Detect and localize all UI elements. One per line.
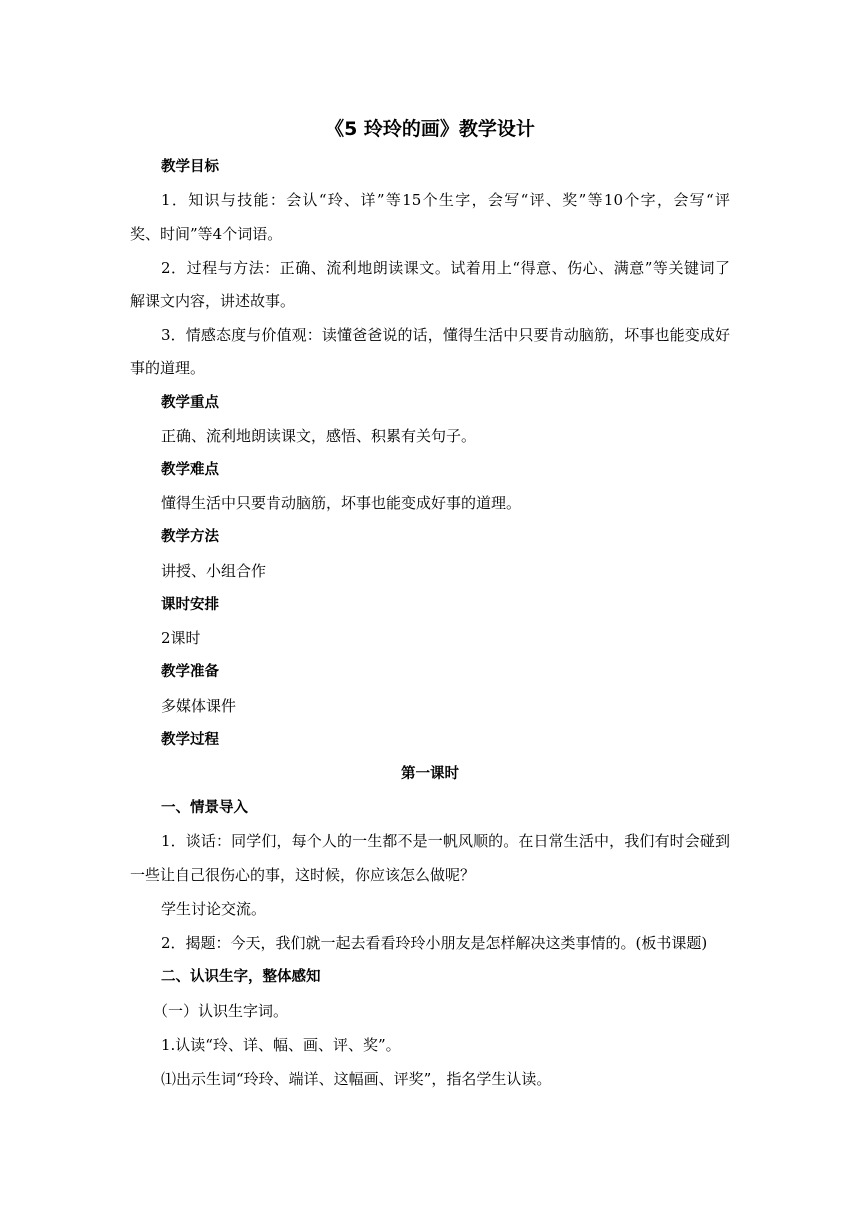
document-title: 《5 玲玲的画》教学设计 <box>325 118 535 140</box>
schedule-heading: 课时安排 <box>161 597 219 613</box>
lesson-1-heading: 第一课时 <box>401 766 459 782</box>
difficulty-heading: 教学难点 <box>161 462 219 478</box>
schedule-text: 2课时 <box>161 629 201 647</box>
part-1-heading: 一、情景导入 <box>161 800 248 816</box>
goal-1-line-2: 奖、时间”等4个词语。 <box>130 225 283 243</box>
goal-3-line-1: 3．情感态度与价值观：读懂爸爸说的话，懂得生活中只要肯动脑筋，坏事也能变成好 <box>161 326 730 344</box>
method-heading: 教学方法 <box>161 529 219 545</box>
goal-1-line-1: 1．知识与技能：会认“玲、详”等15个生字，会写“评、奖”等10个字，会写“评 <box>161 191 730 209</box>
process-heading: 教学过程 <box>161 732 219 748</box>
part-1-discussion: 学生讨论交流。 <box>161 900 267 918</box>
part-2-item-1: 1.认读“玲、详、幅、画、评、奖”。 <box>161 1036 401 1054</box>
part-1-item-2: 2．揭题：今天，我们就一起去看看玲玲小朋友是怎样解决这类事情的。(板书课题) <box>161 934 708 952</box>
part-2-heading: 二、认识生字，整体感知 <box>161 969 321 985</box>
goal-2-line-1: 2．过程与方法：正确、流利地朗读课文。试着用上“得意、伤心、满意”等关键词了 <box>161 259 730 277</box>
goal-2-line-2: 解课文内容，讲述故事。 <box>130 292 296 310</box>
goals-heading: 教学目标 <box>161 159 219 175</box>
part-2-subsection-1: （一）认识生字词。 <box>153 1002 289 1020</box>
method-text: 讲授、小组合作 <box>161 562 267 580</box>
preparation-text: 多媒体课件 <box>161 697 237 715</box>
preparation-heading: 教学准备 <box>161 664 219 680</box>
key-points-heading: 教学重点 <box>161 395 219 411</box>
part-1-item-1-line-2: 一些让自己很伤心的事，这时候，你应该怎么做呢？ <box>130 866 476 884</box>
part-2-item-1-sub-1: ⑴出示生词“玲玲、端详、这幅画、评奖”，指名学生认读。 <box>161 1070 552 1088</box>
goal-3-line-2: 事的道理。 <box>130 359 206 377</box>
difficulty-text: 懂得生活中只要肯动脑筋，坏事也能变成好事的道理。 <box>161 494 522 512</box>
part-1-item-1-line-1: 1．谈话：同学们，每个人的一生都不是一帆风顺的。在日常生活中，我们有时会碰到 <box>161 832 730 850</box>
key-points-text: 正确、流利地朗读课文，感悟、积累有关句子。 <box>161 427 477 445</box>
